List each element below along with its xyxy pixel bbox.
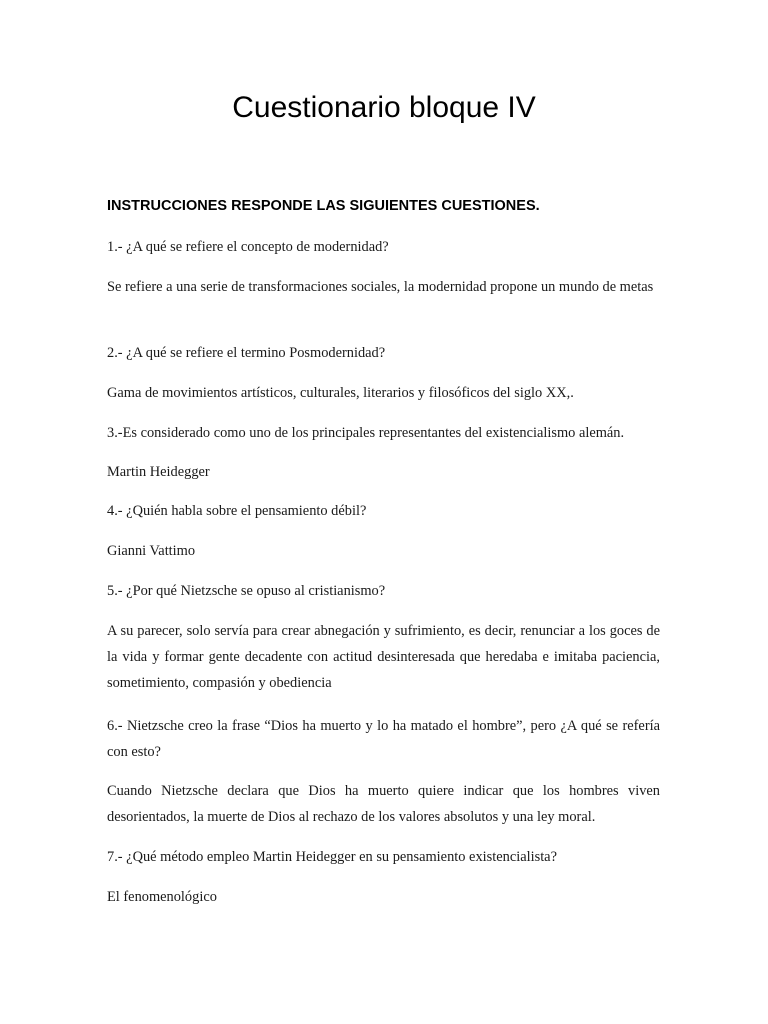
answer-6: Cuando Nietzsche declara que Dios ha muerto quiere indicar que los hombres viven desorientados, la muerte de Dios al rechazo de los valores absolutos y una ley moral. — [107, 783, 660, 825]
question-1: 1.- ¿A qué se refiere el concepto de modernidad? — [107, 239, 389, 255]
question-2: 2.- ¿A qué se refiere el termino Posmodernidad? — [107, 345, 386, 361]
question-5: 5.- ¿Por qué Nietzsche se opuso al cristianismo? — [107, 583, 386, 599]
question-6: 6.- Nietzsche creo la frase “Dios ha muerto y lo ha matado el hombre”, pero ¿A qué se refería con esto? — [107, 718, 660, 760]
question-7: 7.- ¿Qué método empleo Martin Heidegger en su pensamiento existencialista? — [107, 849, 557, 865]
page-title: Cuestionario bloque IV — [232, 91, 536, 124]
answer-3: Martin Heidegger — [107, 464, 210, 480]
answer-2: Gama de movimientos artísticos, culturales, literarios y filosóficos del siglo XX,. — [107, 385, 574, 401]
answer-7: El fenomenológico — [107, 889, 217, 905]
question-4: 4.- ¿Quién habla sobre el pensamiento débil? — [107, 503, 367, 519]
answer-1: Se refiere a una serie de transformaciones sociales, la modernidad propone un mundo de metas — [107, 279, 654, 295]
answer-5: A su parecer, solo servía para crear abnegación y sufrimiento, es decir, renunciar a los goces de la vida y formar gente decadente con actitud desinteresada que heredaba e imitaba paciencia, sometimiento, compasión y obediencia — [107, 623, 660, 691]
instructions-heading: INSTRUCCIONES RESPONDE LAS SIGUIENTES CUESTIONES. — [107, 198, 540, 214]
answer-4: Gianni Vattimo — [107, 543, 196, 559]
question-3: 3.-Es considerado como uno de los principales representantes del existencialismo alemán. — [107, 425, 625, 441]
